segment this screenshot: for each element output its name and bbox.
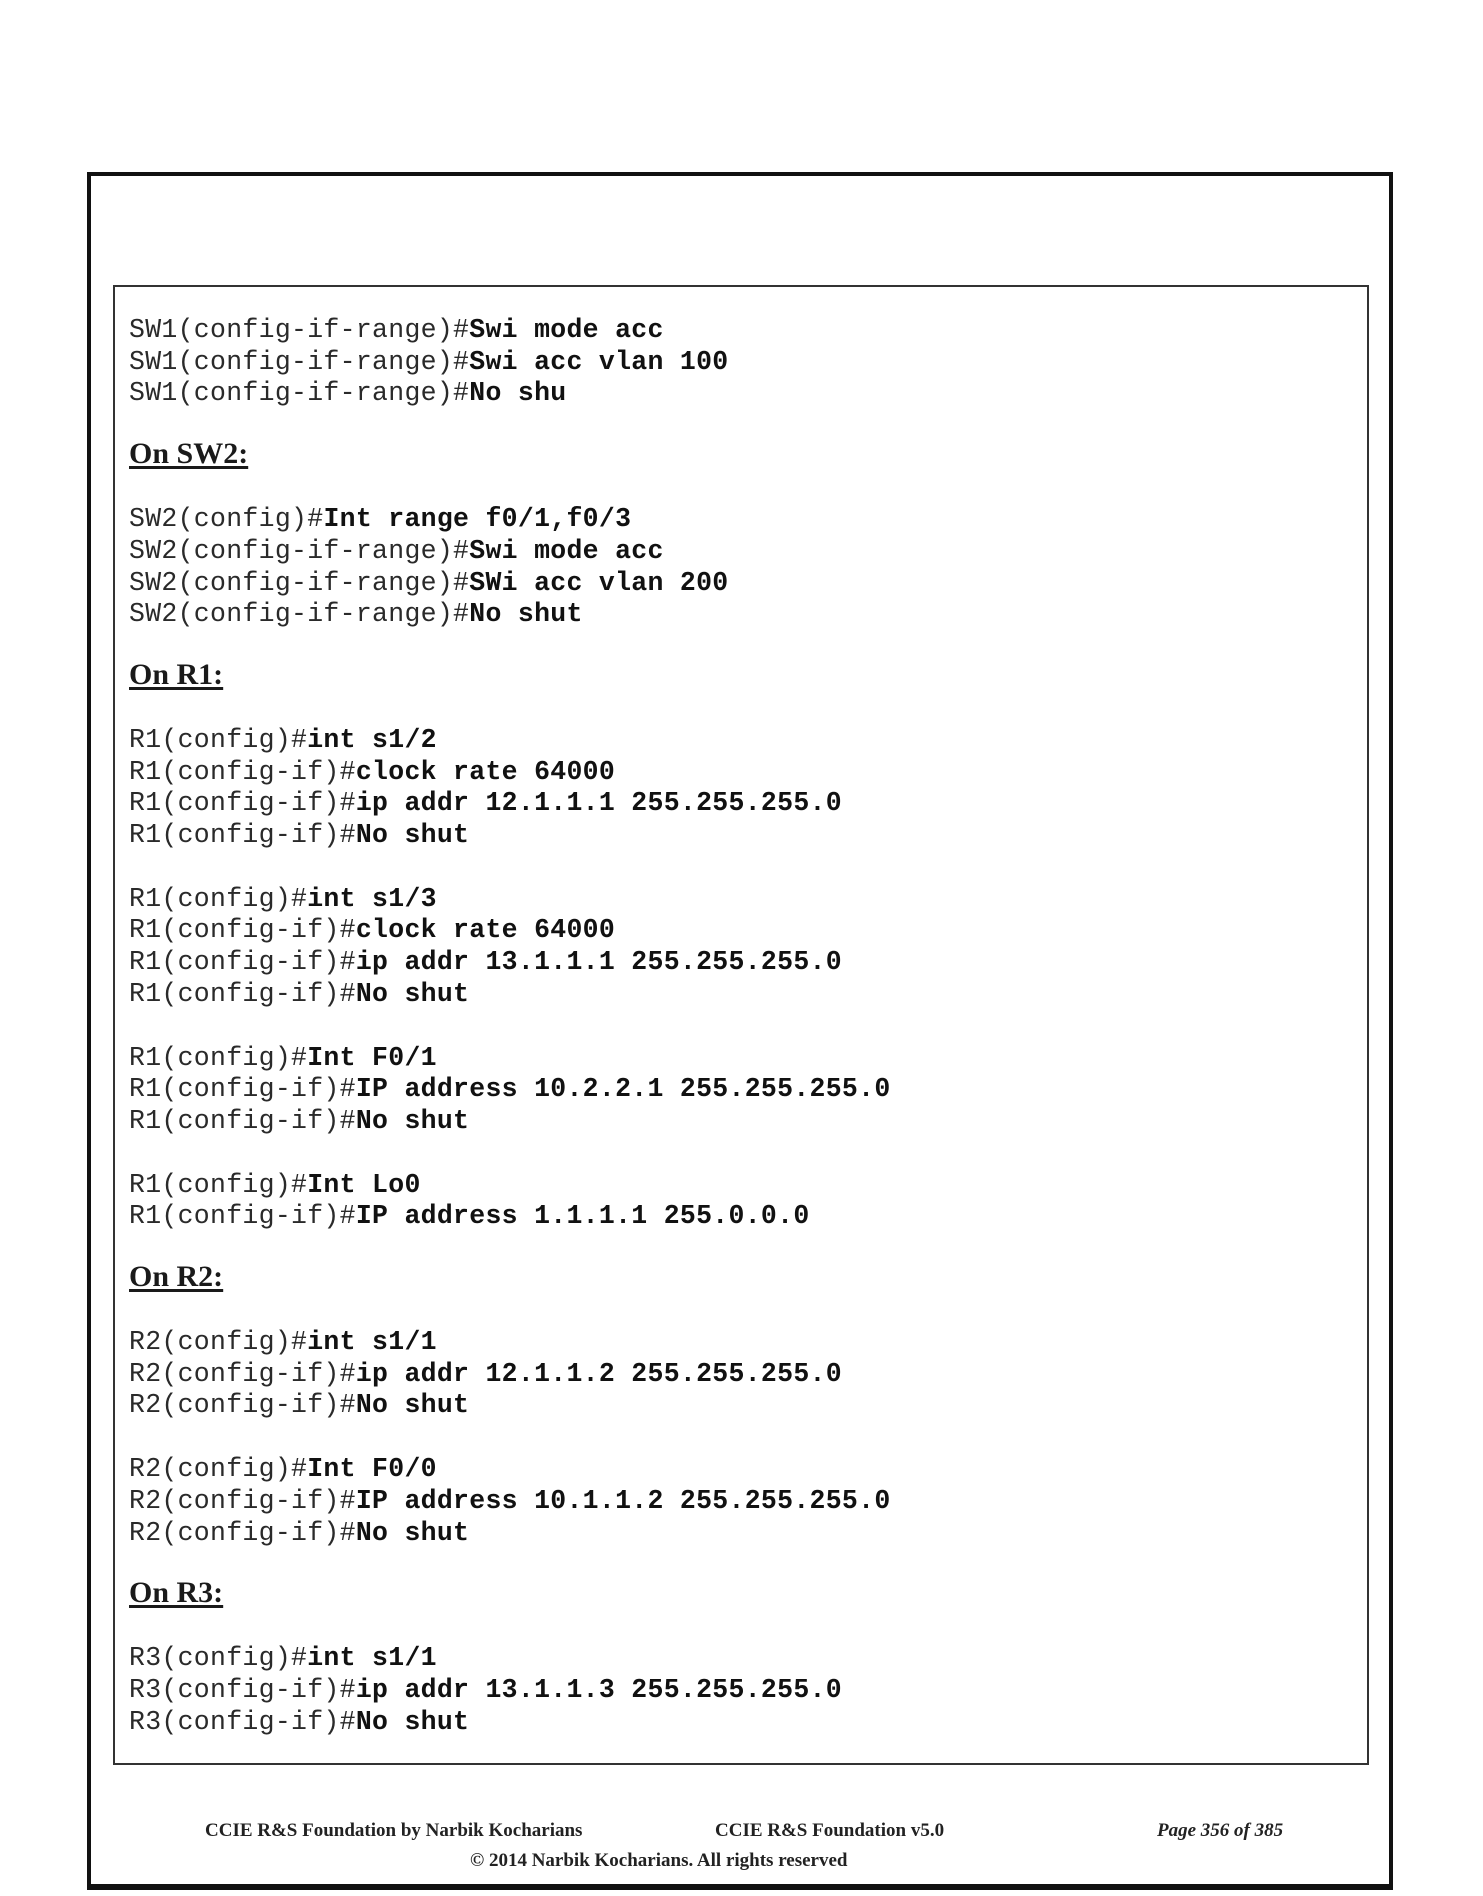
cli-prompt: R2(config-if)# <box>129 1485 356 1516</box>
cli-command: Swi mode acc <box>469 315 664 345</box>
cli-command: Int F0/0 <box>307 1454 437 1485</box>
cli-command: IP address 10.1.1.2 255.255.255.0 <box>355 1485 891 1516</box>
config-section <box>129 1577 1367 1738</box>
cli-command: clock rate 64000 <box>355 756 616 787</box>
section-heading: On R3: <box>129 1576 224 1610</box>
command-block <box>129 1170 1367 1233</box>
cli-line <box>129 915 1367 947</box>
cli-command: Swi mode acc <box>469 535 664 566</box>
cli-prompt: R1(config)# <box>129 1042 308 1073</box>
cli-line <box>129 947 1367 979</box>
cli-command: clock rate 64000 <box>355 915 616 946</box>
page-number: Page 356 of 385 <box>1157 1820 1284 1841</box>
cli-command: IP address 10.2.2.1 255.255.255.0 <box>355 1074 891 1105</box>
cli-prompt: R1(config-if)# <box>129 978 356 1009</box>
cli-command: Int Lo0 <box>307 1169 421 1200</box>
cli-prompt: R1(config-if)# <box>129 915 356 946</box>
cli-line <box>129 725 1367 757</box>
cli-command: No shut <box>355 1517 470 1548</box>
cli-command: No shut <box>355 1390 470 1421</box>
cli-prompt: R1(config-if)# <box>129 756 356 787</box>
cli-command: No shut <box>469 599 583 630</box>
cli-line <box>129 757 1367 789</box>
cli-prompt: R1(config-if)# <box>129 1201 356 1232</box>
footer-title: CCIE R&S Foundation by Narbik Kocharians <box>205 1820 583 1841</box>
cli-command: ip addr 12.1.1.1 255.255.255.0 <box>355 788 842 819</box>
cli-prompt: R1(config-if)# <box>129 1074 356 1105</box>
cli-prompt: R1(config)# <box>129 883 308 914</box>
section-heading: On R2: <box>129 1260 224 1294</box>
cli-prompt: R3(config-if)# <box>129 1706 356 1737</box>
command-block <box>129 1454 1367 1549</box>
cli-line <box>129 378 1367 410</box>
config-section <box>129 438 1367 631</box>
cli-prompt: R3(config-if)# <box>129 1674 356 1705</box>
cli-line <box>129 536 1367 568</box>
cli-line <box>129 1518 1367 1550</box>
cli-command: SWi acc vlan 200 <box>469 567 729 598</box>
cli-line <box>129 504 1367 536</box>
cli-prompt: R3(config)# <box>129 1643 308 1674</box>
cli-command: Int F0/1 <box>307 1042 437 1073</box>
cli-command: No shut <box>355 820 470 851</box>
footer-version: CCIE R&S Foundation v5.0 <box>715 1820 945 1841</box>
cli-line <box>129 1359 1367 1391</box>
cli-command: ip addr 13.1.1.3 255.255.255.0 <box>355 1674 842 1705</box>
command-block <box>129 1043 1367 1138</box>
cli-prompt: R2(config-if)# <box>129 1517 356 1548</box>
command-block <box>129 725 1367 852</box>
cli-line <box>129 788 1367 820</box>
cli-line <box>129 820 1367 852</box>
cli-command: ip addr 13.1.1.1 255.255.255.0 <box>355 947 842 978</box>
cli-prompt: R1(config)# <box>129 724 308 755</box>
cli-command: int s1/1 <box>307 1643 437 1674</box>
section-heading: On SW2: <box>129 437 249 471</box>
cli-line <box>129 1074 1367 1106</box>
cli-line <box>129 1327 1367 1359</box>
cli-prompt: SW1(config-if-range)# <box>129 378 470 409</box>
cli-line <box>129 1170 1367 1202</box>
cli-line <box>129 1643 1367 1675</box>
cli-line <box>129 315 1367 347</box>
cli-line <box>129 1201 1367 1233</box>
cli-line <box>129 568 1367 600</box>
cli-line <box>129 1043 1367 1075</box>
cli-line <box>129 599 1367 631</box>
cli-prompt: SW1(config-if-range)# <box>129 346 470 377</box>
cli-command: int s1/1 <box>307 1327 437 1358</box>
cli-prompt: SW1(config-if-range)# <box>129 315 470 345</box>
cli-line <box>129 884 1367 916</box>
cli-command: No shut <box>355 978 470 1009</box>
cli-prompt: R1(config-if)# <box>129 820 356 851</box>
cli-command: int s1/2 <box>307 724 437 755</box>
cli-prompt: R1(config)# <box>129 1169 308 1200</box>
cli-prompt: R1(config-if)# <box>129 1105 356 1136</box>
cli-command: Swi acc vlan 100 <box>469 346 729 377</box>
cli-prompt: SW2(config-if-range)# <box>129 599 470 630</box>
config-section <box>129 659 1367 1233</box>
cli-prompt: R1(config-if)# <box>129 788 356 819</box>
section-heading: On R1: <box>129 657 224 691</box>
cli-line <box>129 347 1367 379</box>
cli-config-box <box>113 285 1369 1765</box>
cli-command: int s1/3 <box>307 883 437 914</box>
cli-prompt: R2(config-if)# <box>129 1390 356 1421</box>
command-block <box>129 1327 1367 1422</box>
cli-prompt: R2(config)# <box>129 1327 308 1358</box>
cli-command: IP address 1.1.1.1 255.0.0.0 <box>355 1201 810 1232</box>
command-block <box>129 315 1367 410</box>
cli-prompt: SW2(config-if-range)# <box>129 567 470 598</box>
cli-prompt: R1(config-if)# <box>129 947 356 978</box>
cli-line <box>129 979 1367 1011</box>
cli-line <box>129 1707 1367 1739</box>
cli-prompt: SW2(config)# <box>129 504 324 535</box>
cli-prompt: SW2(config-if-range)# <box>129 535 470 566</box>
command-block <box>129 1643 1367 1738</box>
cli-command: ip addr 12.1.1.2 255.255.255.0 <box>355 1358 842 1389</box>
cli-command: No shu <box>469 378 567 409</box>
cli-command: No shut <box>355 1105 470 1136</box>
cli-prompt: R2(config)# <box>129 1454 308 1485</box>
cli-command: Int range f0/1,f0/3 <box>323 504 632 535</box>
cli-line <box>129 1106 1367 1138</box>
config-section <box>129 315 1367 410</box>
cli-prompt: R2(config-if)# <box>129 1358 356 1389</box>
command-block <box>129 504 1367 631</box>
cli-line <box>129 1486 1367 1518</box>
command-block <box>129 884 1367 1011</box>
cli-line <box>129 1390 1367 1422</box>
copyright: © 2014 Narbik Kocharians. All rights reserved <box>470 1850 848 1871</box>
cli-line <box>129 1454 1367 1486</box>
config-section <box>129 1261 1367 1549</box>
cli-line <box>129 1675 1367 1707</box>
cli-command: No shut <box>355 1706 470 1737</box>
